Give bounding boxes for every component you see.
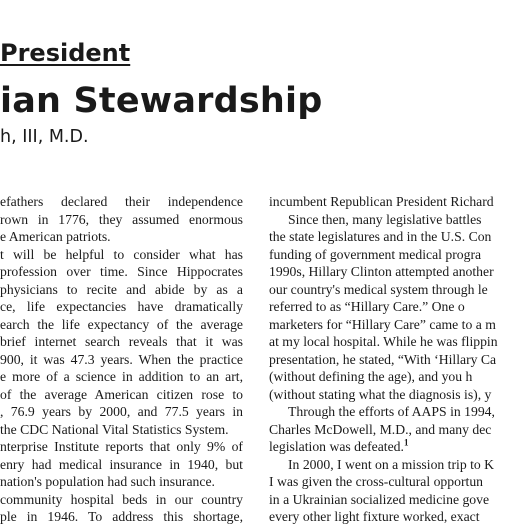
left-column [0,193,243,526]
body-text-line: brief internet search reveals that it was [0,334,243,349]
body-text-line: funding of government medical progra [269,246,482,262]
body-text-line: the state legislatures and in the U.S. Con [269,229,492,244]
body-text-line: every other light fixture worked, exact [269,509,480,524]
body-text-line: rown in 1776, they assumed enormous [0,211,243,227]
body-text-line: enry had medical insurance in 1940, but [0,456,243,472]
body-text-line: of the average American citizen rose to [0,386,243,402]
body-text-line: (without defining the age), and you h [269,369,473,384]
body-text-line: legislation was defeated.$^1$ [269,438,409,454]
section-kicker: President [0,39,131,67]
body-text-line: earch the life expectancy of the average [0,316,243,332]
footnote-marker[interactable]: 1 [403,438,409,448]
body-text-line: physicians to recite and abide by as a [0,281,243,297]
body-text-line: In 2000, I went on a mission trip to K [288,456,495,472]
body-text-line: at my local hospital. While he was flippin [269,334,498,349]
body-text-line: e more of a science in addition to an art, [0,369,243,384]
body-text-line: ce, life expectancies have dramatically [0,299,243,314]
body-text-line: 1990s, Hillary Clinton attempted another [269,264,494,279]
right-column [269,193,510,526]
body-text-line: in a Ukrainian socialized medicine gove [269,491,490,507]
body-text-line: marketers for “Hillary Care” came to a m [269,316,496,332]
body-text-line: community hospital beds in our country [0,491,243,507]
body-text-line: (without stating what the diagnosis is), y [269,386,492,402]
body-text-line: ple in 1946. To address this shortage, [0,509,243,524]
body-text-line: nation's population had such insurance. [0,474,215,489]
body-text-line: Charles McDowell, M.D., and many dec [269,421,492,437]
body-text-line: I was given the cross-cultural opportun [269,474,484,489]
body-text-line: Since then, many legislative battles [288,211,482,227]
body-text-line: efathers declared their independence [0,194,243,209]
body-text-line: incumbent Republican President Richard [269,194,494,209]
body-text-line: t will be helpful to consider what has [0,246,243,262]
body-text-line: , 76.9 years by 2000, and 77.5 years in [0,404,243,419]
article-author: h, III, M.D. [0,127,89,147]
body-text-line: e American patriots. [0,229,111,244]
body-text-line: referred to as “Hillary Care.” One o [269,299,465,314]
body-text-line: 900, it was 47.3 years. When the practice [0,351,243,367]
body-text-line: nterprise Institute reports that only 9% of [0,439,243,454]
body-text-line: Through the efforts of AAPS in 1994, [288,404,495,419]
body-text-line: profession over time. Since Hippocrates [0,264,243,279]
body-text-line: our country's medical system through le [269,281,488,297]
body-text-line: presentation, he stated, “With ‘Hillary Ca [269,351,497,367]
body-text-line: the CDC National Vital Statistics System. [0,421,229,437]
article-title: ian Stewardship [0,81,323,121]
